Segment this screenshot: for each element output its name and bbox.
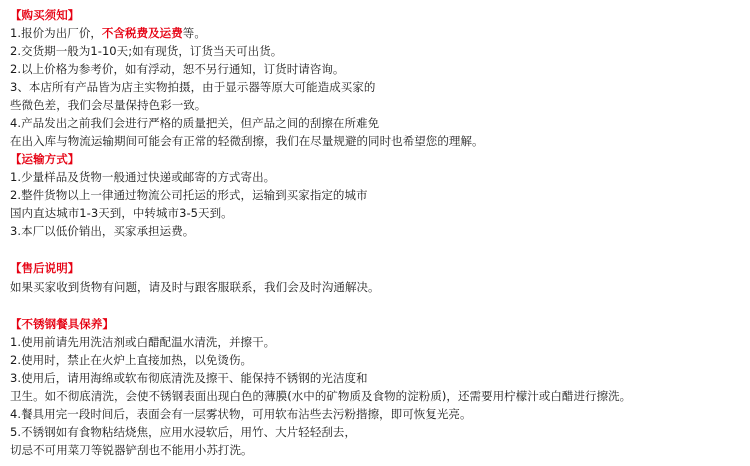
- purchase-line-2: 2.交货期一般为1-10天;如有现货，订货当天可出货。: [10, 44, 283, 58]
- care-line-5a: 5.不锈钢如有食物粘结烧焦，应用水浸软后，用竹、大片轻轻刮去，: [10, 425, 357, 439]
- care-heading: 【不锈钢餐具保养】: [10, 317, 114, 331]
- shipping-line-2a: 2.整件货物以上一律通过物流公司托运的形式，运输到买家指定的城市: [10, 188, 368, 202]
- purchase-line-5b: 在出入库与物流运输期间可能会有正常的轻微刮擦，我们在尽量规避的同时也希望您的理解。: [10, 134, 484, 148]
- purchase-line-4a: 3、本店所有产品皆为店主实物拍摄，由于显示器等原大可能造成买家的: [10, 80, 376, 94]
- care-line-1: 1.使用前请先用洗洁剂或白醋配温水清洗，并擦干。: [10, 335, 276, 349]
- shipping-line-1: 1.少量样品及货物一般通过快递或邮寄的方式寄出。: [10, 170, 276, 184]
- aftersale-line-1: 如果买家收到货物有问题，请及时与跟客服联系，我们会及时沟通解决。: [10, 280, 380, 294]
- purchase-notice-heading: 【购买须知】: [10, 8, 80, 22]
- purchase-line-1-suffix: 等。: [182, 26, 206, 40]
- purchase-line-1-prefix: 1.报价为出厂价，: [10, 26, 102, 40]
- care-line-5b: 切忌不可用菜刀等锐器铲刮也不能用小苏打洗。: [10, 443, 253, 457]
- purchase-line-4b: 些微色差，我们会尽量保持色彩一致。: [10, 98, 207, 112]
- care-line-2: 2.使用时，禁止在火炉上直接加热，以免烫伤。: [10, 353, 253, 367]
- aftersale-heading: 【售后说明】: [10, 261, 80, 275]
- shipping-line-2b: 国内直达城市1-3天到，中转城市3-5天到。: [10, 206, 233, 220]
- care-line-4: 4.餐具用完一段时间后，表面会有一层雾状物，可用软布沾些去污粉揩擦，即可恢复光亮。: [10, 407, 472, 421]
- purchase-line-5a: 4.产品发出之前我们会进行严格的质量把关，但产品之间的刮擦在所难免: [10, 116, 380, 130]
- care-line-3a: 3.使用后，请用海绵或软布彻底清洗及擦干、能保持不锈钢的光洁度和: [10, 371, 368, 385]
- shipping-method-heading: 【运输方式】: [10, 152, 80, 166]
- care-line-3b: 卫生。如不彻底清洗，会使不锈钢表面出现白色的薄膜(水中的矿物质及食物的淀粉质)，还需要用柠檬汁或白醋进行擦洗。: [10, 389, 632, 403]
- shipping-line-3: 3.本厂以低价销出，买家承担运费。: [10, 224, 195, 238]
- purchase-line-3: 2.以上价格为参考价，如有浮动，恕不另行通知，订货时请咨询。: [10, 62, 345, 76]
- purchase-line-1: [10, 26, 206, 41]
- tax-freight-highlight: 不含税费及运费: [101, 26, 183, 40]
